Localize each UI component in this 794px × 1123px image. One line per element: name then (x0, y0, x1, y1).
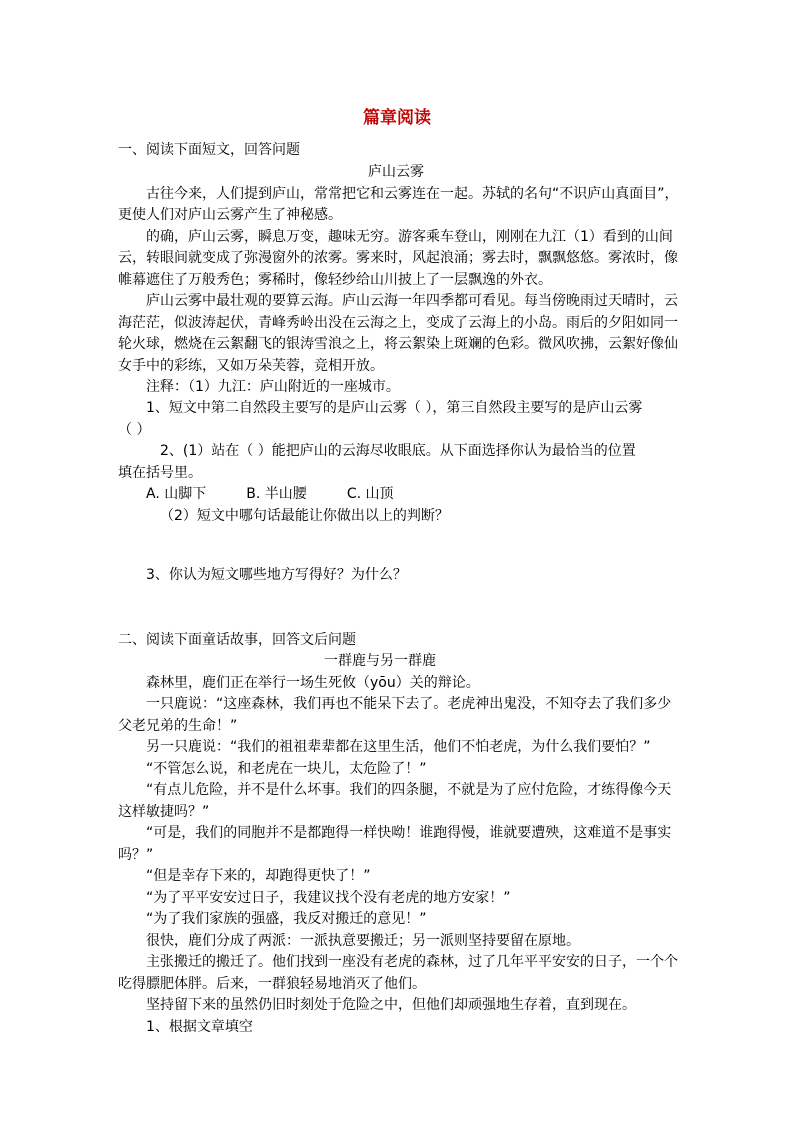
question-1: 1、短文中第二自然段主要写的是庐山云雾（ ），第三自然段主要写的是庐山云雾 (146, 400, 643, 416)
passage1-line: 古往今来，人们提到庐山，常常把它和云雾连在一起。苏轼的名句“不识庐山真面目”， (146, 186, 679, 202)
question-2-sub: （2）短文中哪句话最能让你做出以上的判断？ (160, 508, 449, 524)
question-3: 3、你认为短文哪些地方写得好？为什么？ (146, 567, 407, 583)
passage1-line: 轮火球，燃烧在云絮翻飞的银涛雪浪之上，将云絮染上斑斓的色彩。微风吹拂，云絮好像仙 (118, 336, 678, 352)
passage1-line: 的确，庐山云雾，瞬息万变，趣味无穷。游客乘车登山，刚刚在九江（1）看到的山间 (146, 229, 673, 245)
passage1-line: 云，转眼间就变成了弥漫窗外的浓雾。雾来时，风起浪涌；雾去时，飘飘悠悠。雾浓时，像 (118, 250, 678, 266)
passage2-line: 吃得膘肥体胖。后来，一群狼轻易地消灭了他们。 (118, 976, 426, 992)
section2-question-1: 1、根据文章填空 (146, 1019, 253, 1035)
question-1-continued: （ ） (118, 422, 151, 438)
question-2: 2、(1）站在（ ）能把庐山的云海尽收眼底。从下面选择你认为最恰当的位置 (160, 443, 636, 459)
passage2-line: “但是幸存下来的，却跑得更快了！” (146, 868, 371, 884)
passage2-line: “可是，我们的同胞并不是都跑得一样快呦！谁跑得慢，谁就要遭殃，这难道不是事实 (146, 825, 672, 841)
passage1-line: 庐山云雾中最壮观的要算云海。庐山云海一年四季都可看见。每当傍晚雨过天晴时，云 (146, 293, 678, 309)
passage2-line: “不管怎么说，和老虎在一块儿，太危险了！” (146, 761, 427, 777)
passage1-line: 帷幕遮住了万般秀色；雾稀时，像轻纱给山川披上了一层飘逸的外衣。 (118, 272, 552, 288)
section1-heading: 一、阅读下面短文，回答问题 (118, 142, 300, 158)
passage2-line: 一只鹿说：“这座森林，我们再也不能呆下去了。老虎神出鬼没，不知夺去了我们多少 (146, 696, 672, 712)
passage2-line: 另一只鹿说：“我们的祖祖辈辈都在这里生活，他们不怕老虎，为什么我们要怕？” (146, 739, 651, 755)
passage2-line: 吗？” (118, 847, 154, 863)
page-title: 篇章阅读 (363, 108, 431, 128)
passage2-line: 很快，鹿们分成了两派：一派执意要搬迁；另一派则坚持要留在原地。 (146, 933, 580, 949)
passage2-line: “有点儿危险，并不是什么坏事。我们的四条腿，不就是为了应付危险，才练得像今天 (146, 782, 672, 798)
passage2-line: 森林里，鹿们正在举行一场生死攸（yōu）关的辩论。 (146, 675, 480, 691)
passage1-line: 女手中的彩练，又如万朵芙蓉，竞相开放。 (118, 358, 384, 374)
passage1-line: 海茫茫，似波涛起伏，青峰秀岭出没在云海之上，变成了云海上的小岛。雨后的夕阳如同一 (118, 315, 678, 331)
passage2-line: 坚持留下来的虽然仍旧时刻处于危险之中，但他们却顽强地生存着，直到现在。 (146, 997, 636, 1013)
passage2-line: 主张搬迁的搬迁了。他们找到一座没有老虎的森林，过了几年平平安安的日子，一个个 (146, 954, 678, 970)
passage1-title: 庐山云雾 (368, 164, 424, 180)
passage2-line: “为了平平安安过日子，我建议找个没有老虎的地方安家！” (146, 890, 511, 906)
question-2-options: A. 山脚下 B. 半山腰 C. 山顶 (146, 486, 394, 502)
question-2-continued: 填在括号里。 (118, 465, 202, 481)
passage1-note: 注释：（1）九江：庐山附近的一座城市。 (146, 379, 400, 395)
passage2-line: “为了我们家族的强盛，我反对搬迁的意见！” (146, 911, 427, 927)
passage1-line: 更使人们对庐山云雾产生了神秘感。 (118, 207, 342, 223)
passage2-line: 这样敏捷吗？” (118, 804, 210, 820)
section2-heading: 二、阅读下面童话故事，回答文后问题 (118, 632, 356, 648)
passage2-line: 父老兄弟的生命！” (118, 718, 238, 734)
passage2-title: 一群鹿与另一群鹿 (324, 653, 436, 669)
